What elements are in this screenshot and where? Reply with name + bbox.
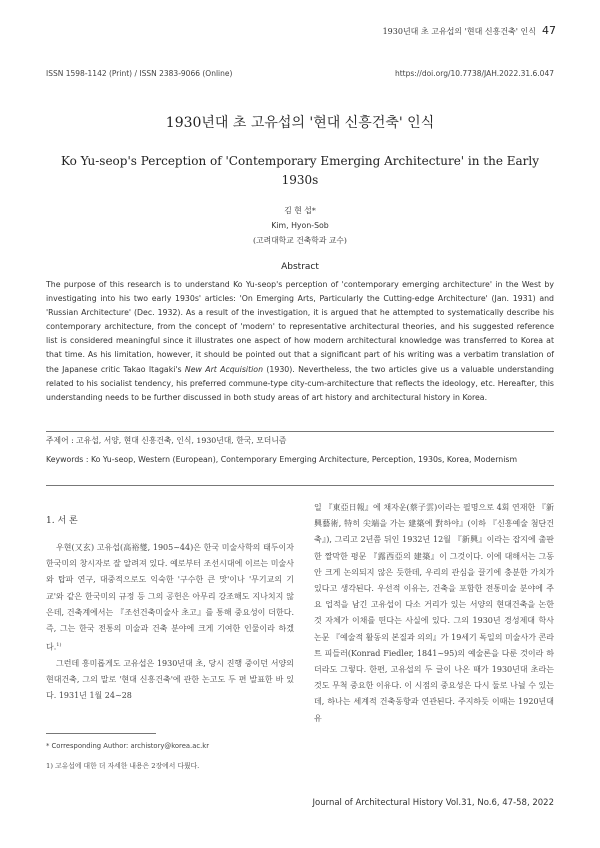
author-name-ko: 김 현 섭* <box>284 206 316 215</box>
keywords-korean: 주제어 : 고유섭, 서양, 현대 신흥건축, 인식, 1930년대, 한국, 모더니즘 <box>46 436 287 445</box>
corresponding-author: * Corresponding Author: archistory@korea.ac.kr <box>46 742 210 750</box>
running-head-text: 1930년대 초 고유섭의 '현대 신흥건축' 인식 <box>382 27 536 36</box>
footnotes <box>46 738 294 772</box>
body-text: 우현(又玄) 고유섭(高裕燮, 1905~44)은 한국 미술사학의 태두이자 한국미의 창시자로 잘 알려져 있다. 예로부터 조선시대에 이르는 미술사와 탑파 연구, 대중적으로도 익숙한 '구수한 큰 맛'이나 '무기교의 기교'와 같은 한국미의 규정 등 그의 공헌은 아무리 강조해도 지나치지 않은데, 건축계에서는 『조선건축미술사 초고』를 통해 중요성이 더한다. 즉, 그는 한국 전통의 미술과 건축 분야에 크게 기여한 인물이라 하겠다. <box>46 543 294 652</box>
body-paragraph <box>46 540 294 656</box>
footnote-marker[interactable]: 1) <box>56 642 62 649</box>
abstract-heading: Abstract <box>281 262 319 272</box>
abstract-text-2: (1930). Nevertheless, the two articles give us a valuable understanding related to his socialist tendency, his preferred commune-type city-cum-architecture that reflects the ideology, etc. Hereafter, this understanding needs to be further discussed in both study areas of art history and architectural history in Korea. <box>46 364 554 402</box>
abstract-body <box>46 278 554 405</box>
body-column-left <box>46 540 294 705</box>
footnote-1: 1) 고유섭에 대한 더 자세한 내용은 2장에서 다뤘다. <box>46 762 200 770</box>
author-affiliation: (고려대학교 건축학과 교수) <box>253 236 347 245</box>
journal-footer: Journal of Architectural History Vol.31, No.6, 47-58, 2022 <box>312 798 554 808</box>
page-number: 47 <box>542 24 556 37</box>
author-name-en: Kim, Hyon-Sob <box>271 221 329 230</box>
abstract-text-1: The purpose of this research is to understand Ko Yu-seop's perception of 'contemporary emerging architecture' in the West by investigating into his two early 1930s' articles: 'On Emerging Arts, Particularly the Cutting-edge Architecture' (Jan. 1931) and 'Russian Architecture' (Dec. 1932). As a result of the investigation, it is argued that he attempted to systematically describe his contemporary architecture, from the concept of 'modern' to representative architectural theories, and his suggested reference list is considered meaningful since it illustrates one aspect of how modern architectural knowledge was transferred to Korea at that time. As his limitation, however, it should be pointed out that a significant part of his writing was a verbatim translation of the Japanese critic Takao Itagaki's <box>46 280 554 374</box>
abstract-italic-title: New Art Acquisition <box>184 364 264 374</box>
issn: ISSN 1598-1142 (Print) / ISSN 2383-9066 (Online) <box>46 69 233 78</box>
footnote-rule <box>46 733 156 734</box>
title-english: Ko Yu-seop's Perception of 'Contemporary Emerging Architecture' in the Early 1930s <box>60 154 540 187</box>
keywords-english: Keywords : Ko Yu-seop, Western (European), Contemporary Emerging Architecture, Perception, 1930s, Korea, Modernism <box>46 455 518 464</box>
title-korean: 1930년대 초 고유섭의 '현대 신흥건축' 인식 <box>165 115 435 131</box>
section-heading: 1. 서 론 <box>46 516 78 526</box>
body-paragraph: 일 『東亞日報』에 채자운(蔡子雲)이라는 필명으로 4회 연재한 『新興藝術, 特히 尖端을 가는 建築에 對하야』(이하 『신흥예술 첨단건축』), 그리고 2년쯤 뒤인 1932년 12월 『新興』이라는 잡지에 출판한 짤막한 평문 『露西亞의 建築』이 그것이다. 이에 대해서는 그동안 크게 논의되지 않은 듯한데, 우리의 관심을 끌기에 충분한 가치가 있다고 생각된다. 우선적 이유는, 건축을 포함한 전통미술 분야에 주요 업적을 남긴 고유섭이 다소 거리가 있는 서양의 현대건축을 논한 것 자체가 이채를 띤다는 사실에 있다. 그의 1930년 경성제대 학사 논문 『예술적 활동의 본질과 의의』가 19세기 독일의 미술사가 콘라트 피들러(Konrad Fiedler, 1841~95)의 예술론을 다룬 것이라 하더라도 그렇다. 한편, 고유섭의 두 글이 나온 때가 1930년대 초라는 것도 무척 중요한 이유다. 이 시점의 중요성은 다시 둘로 나뉠 수 있는데, 하나는 세계적 건축동향과 연관된다. 주지하듯 이때는 1920년대 유 <box>314 503 554 723</box>
author-block <box>0 203 600 248</box>
body-paragraph: 그런데 흥미롭게도 고유섭은 1930년대 초, 당시 진행 중이던 서양의 현대건축, 그의 말로 '현대 신흥건축'에 관한 논고도 두 편 발표한 바 있다. 1931년 1월 24~28 <box>46 659 294 701</box>
keywords-top-rule <box>46 431 554 432</box>
keywords-bottom-rule <box>46 485 554 486</box>
doi-link[interactable]: https://doi.org/10.7738/JAH.2022.31.6.047 <box>394 69 554 78</box>
running-head <box>383 24 556 37</box>
body-column-right <box>314 500 554 727</box>
